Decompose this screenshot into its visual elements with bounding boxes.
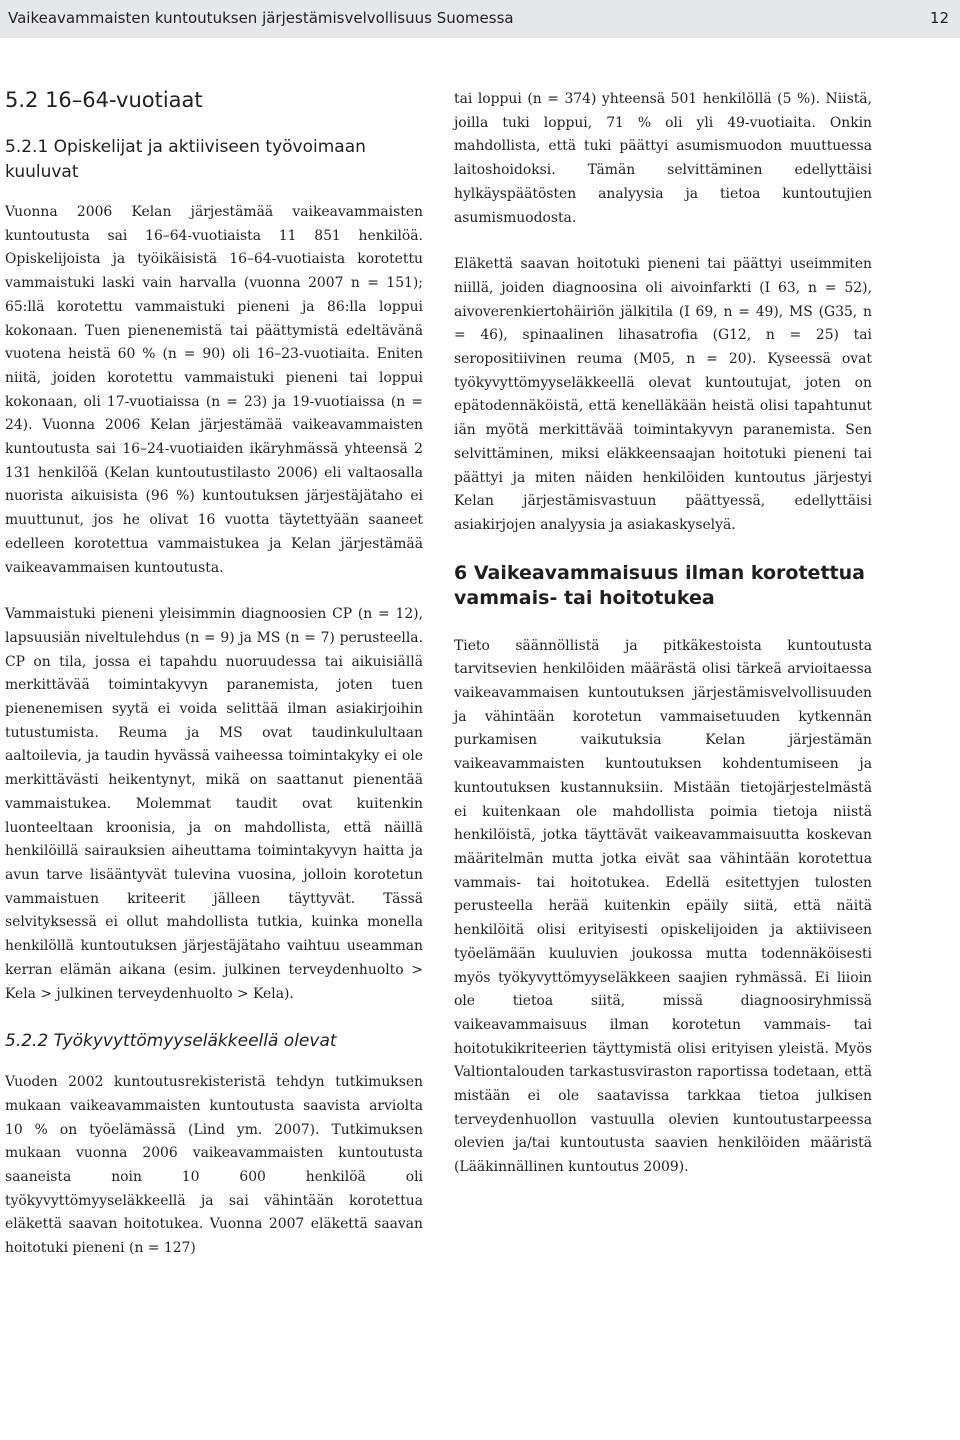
subsection-heading: 5.2.1 Opiskelijat ja aktiiviseen työvoimaan kuuluvat: [5, 137, 366, 182]
paragraph: Eläkettä saavan hoitotuki pieneni tai päättyi useimmiten niillä, joiden diagnoosina oli aivoinfarkti (I 63, n = 52), aivoverenkiertohäiriön jälkitila (I 69, n = 49), MS (G35, n = 46), spinaalinen lihasatrofia (G12, n = 25) tai seropositiivinen reuma (M05, n = 20). Kyseessä ovat työkyvyttömyyseläkkeellä olevat kuntoutujat, joten on epätodennäköistä, että kenelläkään heistä olisi tapahtunut iän myötä merkittävää toimintakyvyn paranemista. Sen selvittäminen, miksi eläkkeensaajan hoitotuki pieneni tai päättyi ja miten näiden henkilöiden kuntoutus järjestyi Kelan järjestämisvastuun päättyessä, edellyttäisi asiakirjojen analyysia ja asiakaskyselyä.: [454, 256, 872, 533]
section-heading: 5.2 16–64-vuotiaat: [5, 88, 203, 112]
chapter-heading: 6 Vaikeavammaisuus ilman korotettua vammais- tai hoitotukea: [454, 561, 865, 609]
right-column: [454, 88, 872, 1203]
paragraph: Vuonna 2006 Kelan järjestämää vaikeavammaisten kuntoutusta sai 16–64-vuotiaista 11 851 henkilöä. Opiskelijoista ja työikäisistä 16–64-vuotiaista korotettu vammaistuki laski vain harvalla (vuonna 2007 n = 151); 65:llä korotettu vammaistuki pieneni ja 86:lla loppui kokonaan. Tuen pienenemistä tai päättymistä edeltävänä vuotena heistä 60 % (n = 90) oli 16–23-vuotiaita. Eniten niitä, joiden korotettu vammaistuki pieneni tai loppui kokonaan, oli 17-vuotiaissa (n = 23) ja 19-vuotiaissa (n = 24). Vuonna 2006 Kelan järjestämää vaikeavammaisten kuntoutusta sai 16–24-vuotiaiden ikäryhmässä yhteensä 2 131 henkilöä (Kelan kuntoutustilasto 2006) eli valtaosalla nuorista aikuisista (96 %) kuntoutuksen järjestäjätaho ei muuttunut, jos he olivat 16 vuotta täytettyään saaneet edelleen korotettua vammaistukea ja Kelan järjestämää vaikeavammaisen kuntoutusta.: [5, 204, 423, 576]
paragraph: tai loppui (n = 374) yhteensä 501 henkilöllä (5 %). Niistä, joilla tuki loppui, 71 % oli yli 49-vuotiaita. Onkin mahdollista, että tuki päättyi asumismuodon muuttuessa laitoshoidoksi. Tämän selvittäminen edellyttäisi hylkäyspäätösten analyysia ja tietoa kuntoutujien asumismuodosta.: [454, 91, 872, 226]
running-title: Vaikeavammaisten kuntoutuksen järjestämisvelvollisuus Suomessa: [8, 9, 514, 27]
running-header: [0, 0, 960, 38]
paragraph: Vammaistuki pieneni yleisimmin diagnoosien CP (n = 12), lapsuusiän niveltulehdus (n = 9) ja MS (n = 7) perusteella. CP on tila, jossa ei tapahdu nuoruudessa tai aikuisiällä merkittävää toimintakyvyn paranemista, joten tuen pienenemisen syytä ei voida selittää ilman asiakirjoihin tutustumista. Reuma ja MS ovat taudinkulultaan aaltoilevia, ja taudin hyvässä vaiheessa toimintakyky ei ole merkittävästi heikentynyt, mikä on saattanut pienentää vammaistukea. Molemmat taudit ovat kuitenkin luonteeltaan kroonisia, ja on mahdollista, että näillä henkilöillä sairauksien aiheuttama toimintakyvyn haitta ja avun tarve lisääntyvät tulevina vuosina, jolloin korotetun vammaistuen kriteerit jälleen täyttyvät. Tässä selvityksessä ei ollut mahdollista tutkia, kuinka monella henkilöllä kuntoutuksen järjestäjätaho vaihtuu useamman kerran elämän aikana (esim. julkinen terveydenhuolto > Kela > julkinen terveydenhuolto > Kela).: [5, 606, 423, 1002]
left-column: [5, 86, 423, 1284]
subsection-heading: 5.2.2 Työkyvyttömyyseläkkeellä olevat: [5, 1031, 337, 1052]
page-number: 12: [929, 9, 949, 27]
paragraph: Vuoden 2002 kuntoutusrekisteristä tehdyn tutkimuksen mukaan vaikeavammaisten kuntoutusta saavista arviolta 10 % on työelämässä (Lind ym. 2007). Tutkimuksen mukaan vuonna 2006 vaikeavammaisten kuntoutusta saaneista noin 10 600 henkilöä oli työkyvyttömyyseläkkeellä ja sai vähintään korotettua eläkettä saavan hoitotukea. Vuonna 2007 eläkettä saavan hoitotuki pieneni (n = 127): [5, 1074, 423, 1257]
paragraph: Tieto säännöllistä ja pitkäkestoista kuntoutusta tarvitsevien henkilöiden määrästä olisi tärkeä arvioitaessa vaikeavammaisen kuntoutuksen järjestämisvelvollisuuden ja vähintään korotetun vammaisetuuden kytkennän purkamisen vaikutuksia Kelan järjestämän vaikeavammaisten kuntoutuksen kohdentumiseen ja kuntoutuksen kustannuksiin. Mistään tietojärjestelmästä ei kuitenkaan ole mahdollista poimia tietoja niistä henkilöistä, jotka täyttävät vaikeavammaisuutta koskevan määritelmän mutta jotka eivät saa vähintään korotettua vammais- tai hoitotukea. Edellä esitettyjen tulosten perusteella herää kuitenkin epäily siitä, että näitä henkilöitä olisi erityisesti opiskelijoiden ja aktiiviseen työelämään kuuluvien joukossa mutta todennäköisesti myös työkyvyttömyyseläkkeen saajien ryhmässä. Ei liioin ole tietoa siitä, missä diagnoosiryhmissä vaikeavammaisuus ilman korotetun vammais- tai hoitotukikriteerien täyttymistä olisi erityisen yleistä. Myös Valtiontalouden tarkastusviraston raportissa todetaan, että mistään ei ole saatavissa tarkkaa tietoa julkisen terveydenhuollon vastuulla olevien kuntoutustarpeessa olevien ja/tai kuntoutusta saavien henkilöiden määristä (Lääkinnällinen kuntoutus 2009).: [454, 637, 872, 1176]
